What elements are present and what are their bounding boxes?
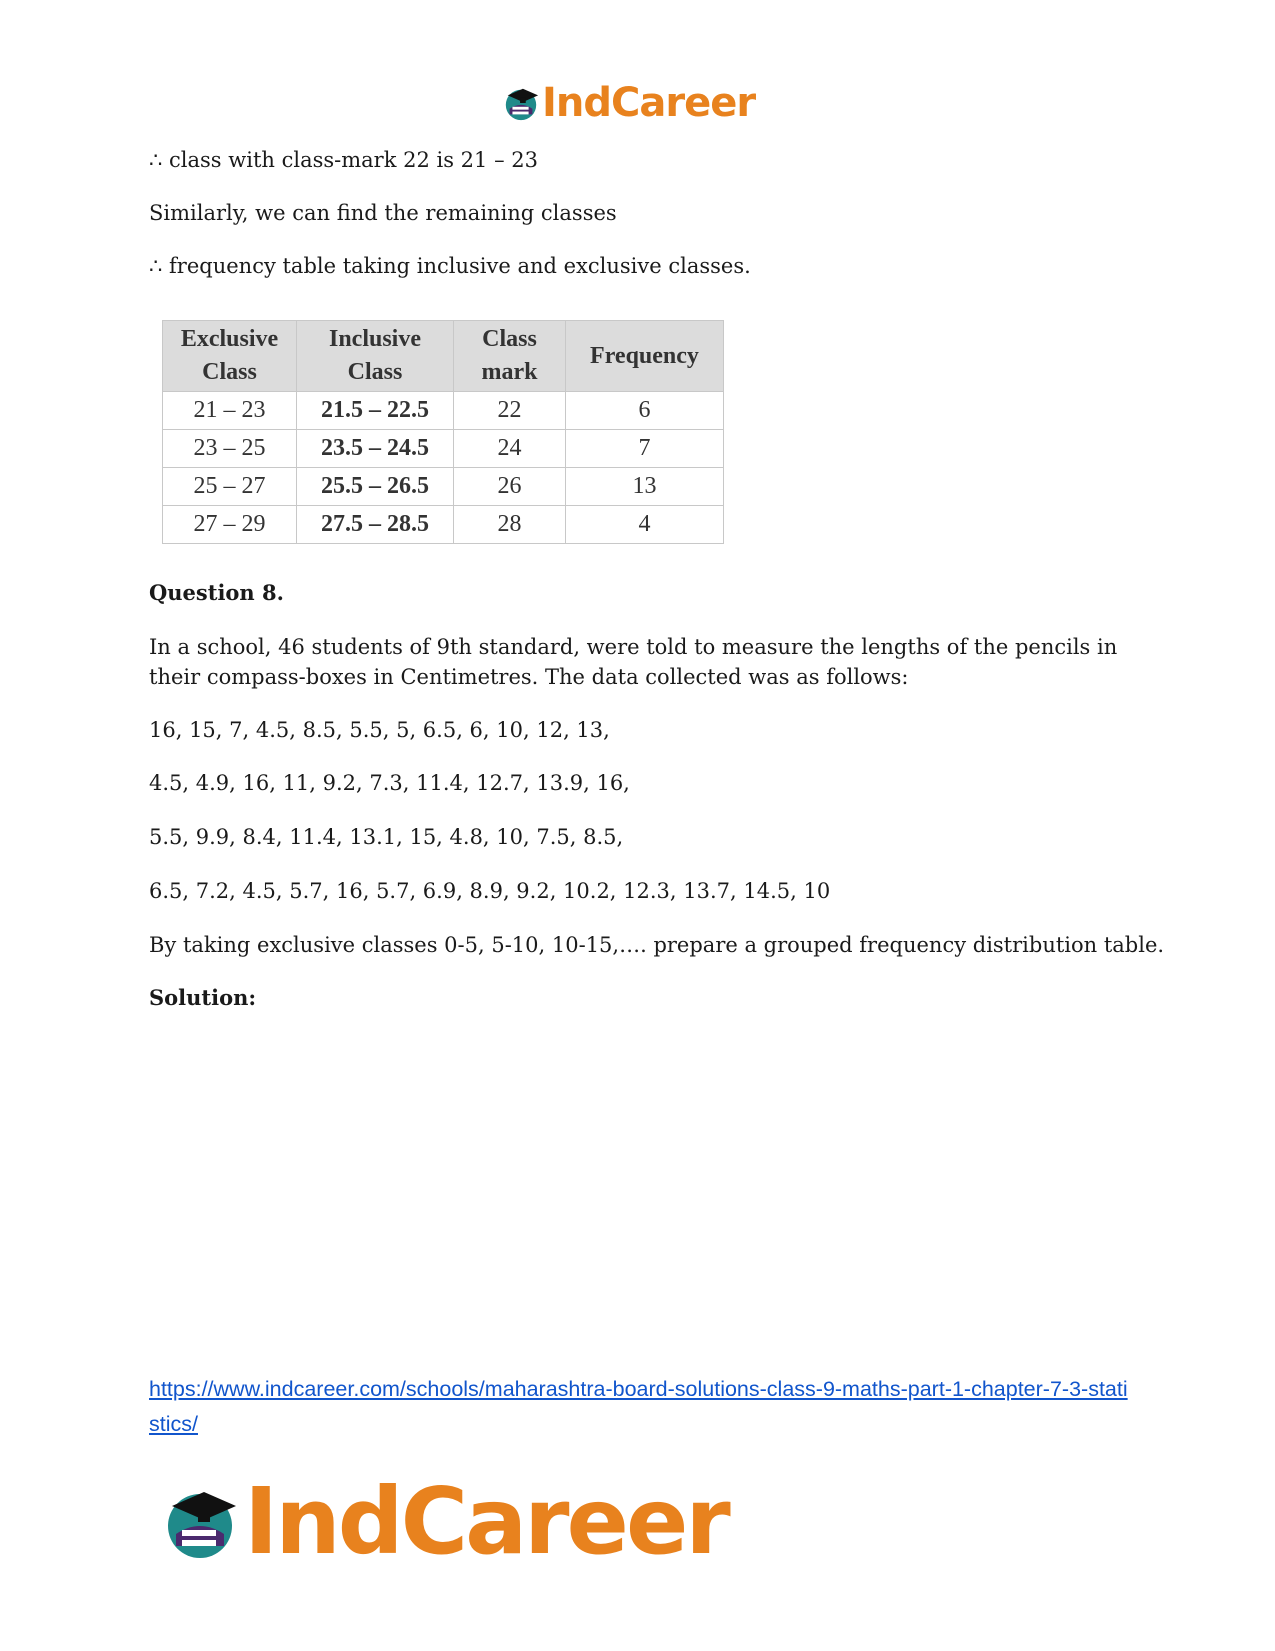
header-inclusive-class: Inclusive Class <box>297 321 454 392</box>
frequency-table-intro: ∴ frequency table taking inclusive and exclusive classes. <box>149 254 751 278</box>
header-class-mark: Class mark <box>454 321 566 392</box>
table-row <box>163 468 724 506</box>
question-heading: Question 8. <box>149 580 284 605</box>
class-mark-conclusion: ∴ class with class-mark 22 is 21 – 23 <box>149 148 538 172</box>
source-url-link[interactable]: https://www.indcareer.com/schools/maharashtra-board-solutions-class-9-maths-part-1-chapter-7-3-statistics/ <box>149 1377 1128 1436</box>
question-text: In a school, 46 students of 9th standard, were told to measure the lengths of the pencils in their compass-boxes in Centimetres. The data collected was as follows: <box>149 635 1118 689</box>
cell-frequency: 13 <box>566 468 724 506</box>
table-row <box>163 506 724 544</box>
cell-inclusive: 25.5 – 26.5 <box>297 468 454 506</box>
cell-inclusive: 21.5 – 22.5 <box>297 392 454 430</box>
data-line-3: 5.5, 9.9, 8.4, 11.4, 13.1, 15, 4.8, 10, 7.5, 8.5, <box>149 825 624 849</box>
cell-inclusive: 27.5 – 28.5 <box>297 506 454 544</box>
graduation-globe-icon <box>502 84 540 122</box>
table-row <box>163 392 724 430</box>
data-line-2: 4.5, 4.9, 16, 11, 9.2, 7.3, 11.4, 12.7, 13.9, 16, <box>149 771 630 795</box>
frequency-table <box>162 320 724 544</box>
solution-label: Solution: <box>149 985 257 1010</box>
data-line-1: 16, 15, 7, 4.5, 8.5, 5.5, 5, 6.5, 6, 10, 12, 13, <box>149 718 610 742</box>
cell-exclusive: 27 – 29 <box>163 506 297 544</box>
remaining-classes-note: Similarly, we can find the remaining classes <box>149 201 617 225</box>
cell-mark: 26 <box>454 468 566 506</box>
cell-inclusive: 23.5 – 24.5 <box>297 430 454 468</box>
cell-frequency: 6 <box>566 392 724 430</box>
header-exclusive-class: Exclusive Class <box>163 321 297 392</box>
graduation-globe-icon <box>160 1482 240 1562</box>
cell-mark: 24 <box>454 430 566 468</box>
indcareer-logo-footer <box>160 1468 728 1575</box>
logo-wordmark: IndCareer <box>244 1468 728 1575</box>
logo-wordmark: IndCareer <box>542 80 756 126</box>
cell-exclusive: 21 – 23 <box>163 392 297 430</box>
cell-frequency: 7 <box>566 430 724 468</box>
indcareer-logo-header <box>502 80 755 126</box>
cell-mark: 22 <box>454 392 566 430</box>
cell-mark: 28 <box>454 506 566 544</box>
table-header-row <box>163 321 724 392</box>
cell-exclusive: 25 – 27 <box>163 468 297 506</box>
data-line-4: 6.5, 7.2, 4.5, 5.7, 16, 5.7, 6.9, 8.9, 9.2, 10.2, 12.3, 13.7, 14.5, 10 <box>149 879 831 903</box>
table-row <box>163 430 724 468</box>
header-frequency: Frequency <box>566 321 724 392</box>
cell-frequency: 4 <box>566 506 724 544</box>
instruction-text: By taking exclusive classes 0-5, 5-10, 10-15,…. prepare a grouped frequency distribution table. <box>149 933 1165 957</box>
cell-exclusive: 23 – 25 <box>163 430 297 468</box>
